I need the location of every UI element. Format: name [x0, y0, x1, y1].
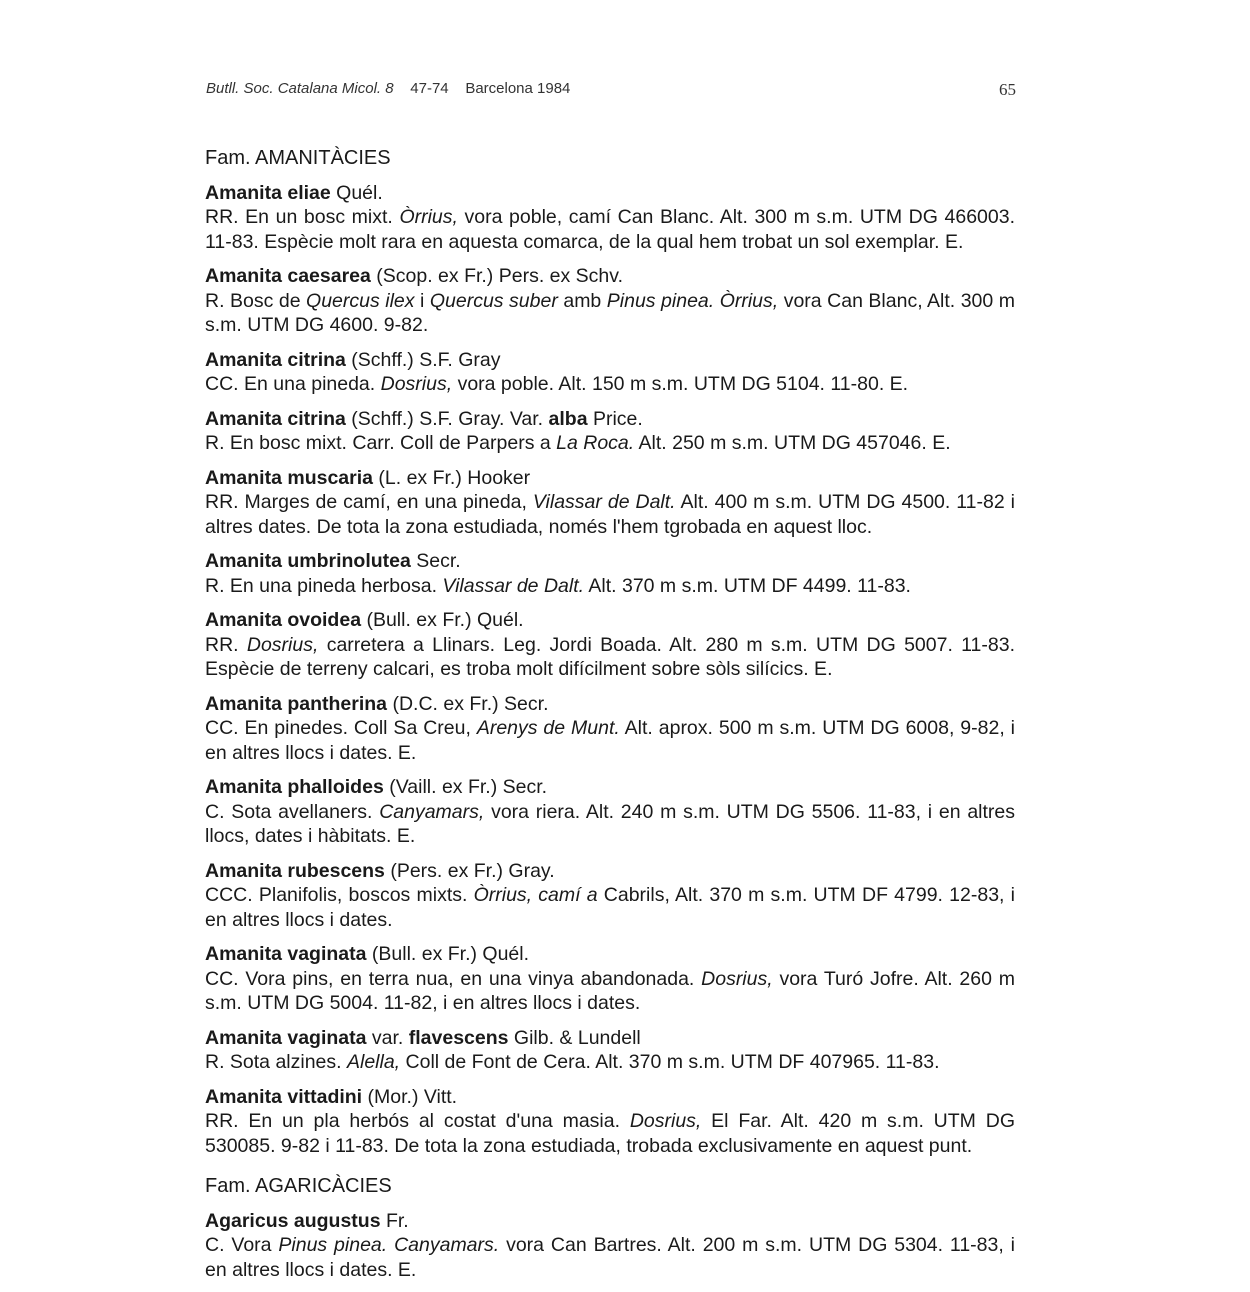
- species-name: Amanita citrina: [205, 407, 346, 430]
- text-run: (Schff.) S.F. Gray: [345, 348, 501, 371]
- text-run: Gilb. & Lundell: [508, 1026, 641, 1049]
- text-run: (L. ex Fr.) Hooker: [373, 466, 531, 489]
- species-entry: [205, 608, 1015, 682]
- italic-text: Alella,: [346, 1051, 401, 1073]
- species-entry: [205, 942, 1015, 1016]
- species-line: [205, 859, 1015, 884]
- text-run: (Bull. ex Fr.) Quél.: [361, 609, 524, 631]
- text-run: vora poble, camí Can Blanc. Alt. 300 m s.m. UTM DG 466003. 11-83. Espècie molt rara en aquesta comarca, de la qual hem trobat un sol exemplar. E.: [205, 206, 1015, 253]
- species-line: [205, 264, 1015, 289]
- body-text: [205, 140, 1015, 1292]
- italic-text: Arenys de Munt.: [476, 717, 620, 739]
- text-run: i: [414, 289, 430, 312]
- species-line: [205, 775, 1015, 800]
- species-name: Amanita caesarea: [205, 265, 371, 287]
- text-run: CC. Vora pins, en terra nua, en una vinya abandonada.: [205, 967, 702, 990]
- italic-text: Quercus ilex: [306, 289, 415, 312]
- text-run: R. Sota alzines.: [205, 1051, 347, 1073]
- species-line: [205, 1026, 1015, 1051]
- text-run: R. En una pineda herbosa.: [205, 574, 443, 597]
- species-name: Amanita vaginata: [205, 943, 367, 965]
- italic-text: Pinus pinea. Òrrius,: [606, 289, 779, 312]
- text-run: var.: [366, 1026, 409, 1049]
- species-line: [205, 466, 1015, 491]
- text-run: C. Vora: [205, 1234, 279, 1256]
- text-run: El Far. Alt. 420 m s.m. UTM DG 530085. 9-82 i 11-83. De tota la zona estudiada, trobada exclusivamente en aquest punt.: [205, 1110, 1015, 1157]
- species-name: Amanita vaginata: [205, 1026, 367, 1049]
- entry-text: [205, 967, 1015, 1016]
- species-name: alba: [548, 407, 588, 430]
- species-entry: [205, 264, 1015, 338]
- species-line: [205, 348, 1015, 373]
- text-run: CC. En pinedes. Coll Sa Creu,: [205, 717, 477, 739]
- species-entry: [205, 181, 1015, 255]
- text-run: (Vaill. ex Fr.) Secr.: [383, 776, 548, 798]
- text-run: Fr.: [380, 1209, 409, 1232]
- family-heading: Fam. AGARICÀCIES: [205, 1175, 392, 1197]
- italic-text: Òrrius,: [399, 206, 458, 228]
- text-run: R. En bosc mixt. Carr. Coll de Parpers a: [205, 432, 557, 454]
- text-run: Alt. aprox. 500 m s.m. UTM DG 6008, 9-82, i en altres llocs i dates. E.: [205, 717, 1015, 764]
- text-run: vora Can Blanc, Alt. 300 m s.m. UTM DG 4600. 9-82.: [205, 289, 1015, 336]
- italic-text: Quercus suber: [429, 289, 558, 312]
- entry-text: [205, 716, 1015, 765]
- italic-text: Pinus pinea. Canyamars.: [278, 1234, 500, 1256]
- species-name: Agaricus augustus: [205, 1209, 381, 1232]
- entry-text: [205, 372, 1015, 397]
- entry-text: [205, 883, 1015, 932]
- species-entry: [205, 1026, 1015, 1075]
- text-run: Alt. 250 m s.m. UTM DG 457046. E.: [634, 432, 951, 454]
- text-run: RR. En un bosc mixt.: [205, 206, 400, 228]
- entry-text: [205, 490, 1015, 539]
- species-name: Amanita rubescens: [205, 859, 385, 882]
- italic-text: Vilassar de Dalt.: [442, 574, 585, 597]
- species-name: Amanita eliae: [205, 181, 331, 204]
- species-line: [205, 608, 1015, 633]
- page-number: 65: [999, 80, 1016, 99]
- species-entry: [205, 348, 1015, 397]
- text-run: (D.C. ex Fr.) Secr.: [387, 692, 549, 715]
- text-run: (Scop. ex Fr.) Pers. ex Schv.: [370, 265, 623, 287]
- text-run: C. Sota avellaners.: [205, 800, 380, 823]
- entry-text: [205, 1109, 1015, 1158]
- text-run: RR. Marges de camí, en una pineda,: [205, 491, 533, 513]
- text-run: (Pers. ex Fr.) Gray.: [384, 859, 555, 882]
- species-line: [205, 549, 1015, 574]
- italic-text: La Roca.: [556, 432, 635, 454]
- entry-text: [205, 431, 1015, 456]
- text-run: Price.: [587, 407, 643, 430]
- text-run: CCC. Planifolis, boscos mixts.: [205, 884, 474, 906]
- species-name: Amanita ovoidea: [205, 609, 362, 631]
- entry-text: [205, 1050, 1015, 1075]
- species-name: Amanita pantherina: [205, 692, 388, 715]
- text-run: amb: [557, 289, 607, 312]
- text-run: Quél.: [330, 181, 383, 204]
- text-run: RR. En un pla herbós al costat d'una masia.: [205, 1110, 630, 1132]
- italic-text: Dosrius,: [380, 373, 453, 395]
- text-run: Alt. 400 m s.m. UTM DG 4500. 11-82 i altres dates. De tota la zona estudiada, només l'hem tgrobada en aquest lloc.: [205, 491, 1016, 538]
- text-run: vora poble. Alt. 150 m s.m. UTM DG 5104. 11-80. E.: [452, 373, 909, 395]
- text-run: RR.: [205, 633, 247, 656]
- entry-text: [205, 574, 1015, 599]
- italic-text: Dosrius,: [246, 633, 319, 656]
- text-run: Secr.: [410, 550, 461, 572]
- species-entry: [205, 407, 1015, 456]
- text-run: Coll de Font de Cera. Alt. 370 m s.m. UTM DF 407965. 11-83.: [400, 1051, 940, 1073]
- species-entry: [205, 549, 1015, 598]
- text-run: Cabrils, Alt. 370 m s.m. UTM DF 4799. 12-83, i en altres llocs i dates.: [205, 884, 1015, 931]
- italic-text: Vilassar de Dalt.: [532, 491, 676, 513]
- species-name: Amanita vittadini: [205, 1085, 363, 1108]
- text-run: Alt. 370 m s.m. UTM DF 4499. 11-83.: [584, 574, 911, 597]
- species-line: [205, 1085, 1015, 1110]
- entry-text: [205, 289, 1015, 338]
- text-run: vora Turó Jofre. Alt. 260 m s.m. UTM DG 5004. 11-82, i en altres llocs i dates.: [205, 967, 1016, 1014]
- entry-text: [205, 205, 1015, 254]
- text-run: (Bull. ex Fr.) Quél.: [366, 943, 530, 965]
- species-name: Amanita muscaria: [205, 466, 373, 489]
- species-line: [205, 181, 1015, 206]
- species-entry: [205, 466, 1015, 540]
- italic-text: Dosrius,: [701, 967, 773, 990]
- entry-text: [205, 633, 1015, 682]
- species-entry: [205, 775, 1015, 849]
- species-entry: [205, 1209, 1015, 1283]
- italic-text: Canyamars,: [379, 800, 485, 823]
- species-name: Amanita phalloides: [205, 776, 384, 798]
- species-entry: [205, 1085, 1015, 1159]
- species-name: flavescens: [408, 1026, 509, 1049]
- text-run: R. Bosc de: [205, 289, 307, 312]
- text-run: (Mor.) Vitt.: [362, 1085, 458, 1108]
- species-name: Amanita citrina: [205, 348, 346, 371]
- species-line: [205, 1209, 1015, 1234]
- species-entry: [205, 859, 1015, 933]
- italic-text: Òrrius, camí a: [473, 884, 598, 906]
- running-head: [206, 80, 1016, 104]
- text-run: vora Can Bartres. Alt. 200 m s.m. UTM DG 5304. 11-83, i en altres llocs i dates. E.: [205, 1234, 1015, 1281]
- species-line: [205, 942, 1015, 967]
- species-line: [205, 407, 1015, 432]
- text-run: (Schff.) S.F. Gray. Var.: [345, 407, 549, 430]
- journal-title: Butll. Soc. Catalana Micol. 8: [206, 80, 394, 97]
- species-entry: [205, 692, 1015, 766]
- page-range: 47-74: [410, 80, 449, 97]
- family-heading: Fam. AMANITÀCIES: [205, 147, 391, 169]
- place-year: Barcelona 1984: [465, 80, 571, 97]
- species-line: [205, 692, 1015, 717]
- text-run: CC. En una pineda.: [205, 373, 381, 395]
- italic-text: Dosrius,: [629, 1110, 702, 1132]
- species-name: Amanita umbrinolutea: [205, 550, 411, 572]
- entry-text: [205, 800, 1015, 849]
- text-run: vora riera. Alt. 240 m s.m. UTM DG 5506. 11-83, i en altres llocs, dates i hàbitats. E.: [205, 800, 1015, 847]
- text-run: carretera a Llinars. Leg. Jordi Boada. Alt. 280 m s.m. UTM DG 5007. 11-83. Espècie de terreny calcari, es troba molt difícilment sobre sòls silícics. E.: [205, 633, 1015, 680]
